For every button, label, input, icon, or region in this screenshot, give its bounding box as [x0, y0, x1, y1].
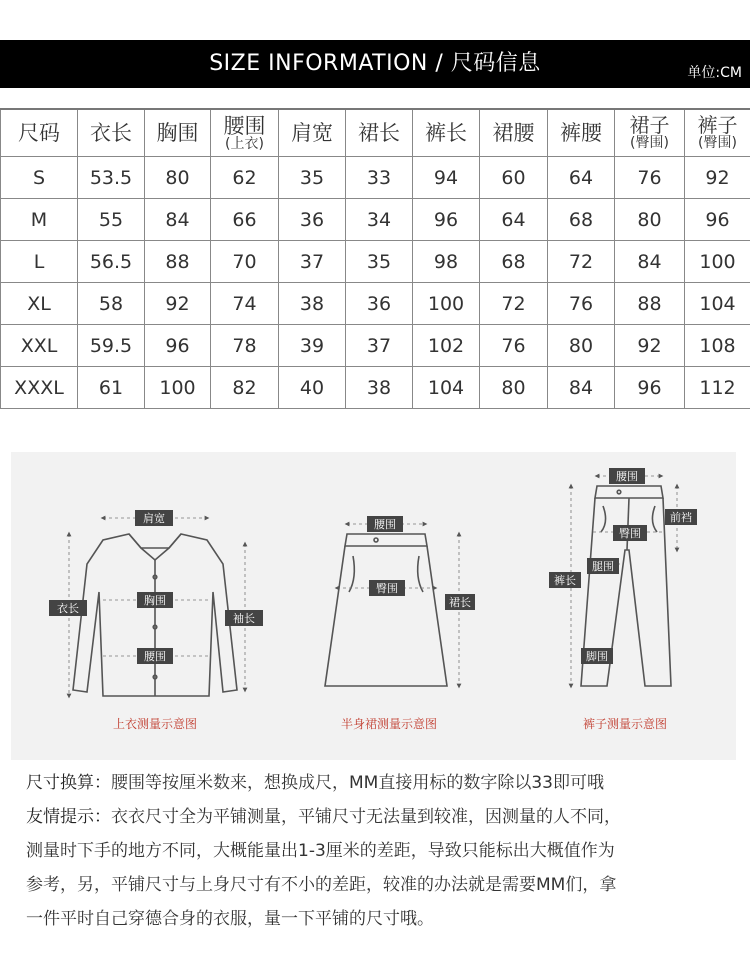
- conversion-label: 尺寸换算：: [26, 773, 111, 793]
- col-header-chest: 胸围: [145, 109, 211, 157]
- table-cell: 59.5: [78, 325, 145, 367]
- skirt-labels: [367, 516, 475, 610]
- skirt-diagram: [325, 534, 447, 686]
- table-cell: 53.5: [78, 157, 145, 199]
- table-cell: 66: [211, 199, 279, 241]
- shirt-label-shoulder: 肩宽: [143, 512, 165, 525]
- table-cell: 35: [346, 241, 413, 283]
- table-cell: 80: [548, 325, 615, 367]
- tip-note-line1: [26, 800, 736, 834]
- table-cell: 36: [279, 199, 346, 241]
- skirt-label-hip: 臀围: [376, 582, 398, 595]
- table-cell: 34: [346, 199, 413, 241]
- unit-label: 单位:CM: [687, 65, 742, 81]
- table-cell: 56.5: [78, 241, 145, 283]
- col-header-length: 衣长: [78, 109, 145, 157]
- skirt-label-length: 裙长: [449, 596, 471, 609]
- col-header-pants-hip: 裤子 (臀围): [685, 109, 750, 157]
- table-cell: 108: [685, 325, 750, 367]
- table-cell: 40: [279, 367, 346, 409]
- table-cell: 88: [615, 283, 685, 325]
- table-cell: 80: [615, 199, 685, 241]
- tip-label: 友情提示：: [26, 807, 111, 827]
- shirt-label-sleeve: 袖长: [233, 612, 255, 625]
- measurement-illustration: [11, 452, 736, 760]
- table-cell: 100: [413, 283, 480, 325]
- table-row: [1, 367, 750, 409]
- col-header-size: 尺码: [1, 109, 78, 157]
- shirt-label-waist: 腰围: [144, 650, 166, 663]
- col-header-skirt-waist: 裙腰: [480, 109, 548, 157]
- table-cell: 92: [145, 283, 211, 325]
- tip-note-line4: 一件平时自己穿德合身的衣服，量一下平铺的尺寸哦。: [26, 909, 434, 929]
- table-cell: 112: [685, 367, 750, 409]
- table-cell: 64: [548, 157, 615, 199]
- table-cell: 64: [480, 199, 548, 241]
- tip-text-1: 衣衣尺寸全为平铺测量，平铺尺寸无法量到较准，因测量的人不同，: [111, 807, 621, 827]
- table-cell: 96: [615, 367, 685, 409]
- table-cell: 104: [685, 283, 750, 325]
- table-cell: 96: [413, 199, 480, 241]
- col-header-skirt-length: 裙长: [346, 109, 413, 157]
- table-cell: 80: [145, 157, 211, 199]
- table-row: [1, 199, 750, 241]
- table-row: [1, 283, 750, 325]
- pants-label-hip: 臀围: [619, 527, 641, 540]
- table-cell: 76: [480, 325, 548, 367]
- table-cell: 76: [548, 283, 615, 325]
- table-cell: 37: [346, 325, 413, 367]
- shirt-label-chest: 胸围: [144, 594, 166, 607]
- table-cell: 72: [548, 241, 615, 283]
- size-cell: XXL: [1, 325, 78, 367]
- table-cell: 80: [480, 367, 548, 409]
- table-cell: 78: [211, 325, 279, 367]
- notes-section: [26, 766, 736, 936]
- table-cell: 68: [480, 241, 548, 283]
- table-cell: 84: [548, 367, 615, 409]
- pants-label-rise: 前裆: [670, 511, 692, 524]
- skirt-label-waist: 腰围: [374, 518, 396, 531]
- col-header-pants-waist: 裤腰: [548, 109, 615, 157]
- table-cell: 35: [279, 157, 346, 199]
- table-cell: 38: [346, 367, 413, 409]
- table-cell: 60: [480, 157, 548, 199]
- col-header-top-waist: 腰围 (上衣): [211, 109, 279, 157]
- table-cell: 100: [145, 367, 211, 409]
- table-cell: 102: [413, 325, 480, 367]
- table-cell: 61: [78, 367, 145, 409]
- size-cell: M: [1, 199, 78, 241]
- size-table: [0, 108, 750, 409]
- table-cell: 58: [78, 283, 145, 325]
- pants-caption: 裤子测量示意图: [582, 717, 668, 731]
- table-cell: 33: [346, 157, 413, 199]
- table-cell: 94: [413, 157, 480, 199]
- size-cell: XXXL: [1, 367, 78, 409]
- table-cell: 100: [685, 241, 750, 283]
- table-cell: 92: [615, 325, 685, 367]
- header-banner: [0, 40, 750, 88]
- table-cell: 72: [480, 283, 548, 325]
- table-cell: 36: [346, 283, 413, 325]
- table-cell: 104: [413, 367, 480, 409]
- skirt-caption: 半身裙测量示意图: [340, 717, 438, 731]
- tip-note-line3: 参考，另，平铺尺寸与上身尺寸有不小的差距，较准的办法就是需要MM们，拿: [26, 875, 617, 895]
- table-cell: 96: [685, 199, 750, 241]
- table-cell: 82: [211, 367, 279, 409]
- tip-note-line2: 测量时下手的地方不同，大概能量出1-3厘米的差距，导致只能标出大概值作为: [26, 841, 615, 861]
- shirt-caption: 上衣测量示意图: [112, 717, 198, 731]
- conversion-text: 腰围等按厘米数来，想换成尺，MM直接用标的数字除以33即可哦: [111, 773, 604, 793]
- table-row: [1, 241, 750, 283]
- table-cell: 70: [211, 241, 279, 283]
- table-cell: 84: [615, 241, 685, 283]
- col-header-skirt-hip: 裙子 (臀围): [615, 109, 685, 157]
- table-cell: 37: [279, 241, 346, 283]
- pants-label-waist: 腰围: [616, 470, 638, 483]
- col-header-pants-length: 裤长: [413, 109, 480, 157]
- shirt-diagram: [73, 534, 237, 696]
- table-header-row: [1, 109, 750, 157]
- table-cell: 39: [279, 325, 346, 367]
- size-cell: S: [1, 157, 78, 199]
- pants-label-length: 裤长: [554, 574, 576, 587]
- size-cell: L: [1, 241, 78, 283]
- page-title: SIZE INFORMATION / 尺码信息: [209, 51, 541, 76]
- table-row: [1, 325, 750, 367]
- table-cell: 96: [145, 325, 211, 367]
- size-cell: XL: [1, 283, 78, 325]
- table-row: [1, 157, 750, 199]
- measurement-diagrams: [11, 452, 736, 760]
- shirt-label-length: 衣长: [57, 602, 79, 615]
- table-cell: 38: [279, 283, 346, 325]
- pants-label-thigh: 腿围: [592, 560, 614, 573]
- table-cell: 92: [685, 157, 750, 199]
- table-cell: 68: [548, 199, 615, 241]
- table-cell: 84: [145, 199, 211, 241]
- col-header-shoulder: 肩宽: [279, 109, 346, 157]
- conversion-note: [26, 766, 736, 800]
- table-cell: 55: [78, 199, 145, 241]
- table-cell: 98: [413, 241, 480, 283]
- pants-label-hem: 脚围: [586, 650, 608, 663]
- table-cell: 88: [145, 241, 211, 283]
- table-cell: 76: [615, 157, 685, 199]
- table-cell: 74: [211, 283, 279, 325]
- table-cell: 62: [211, 157, 279, 199]
